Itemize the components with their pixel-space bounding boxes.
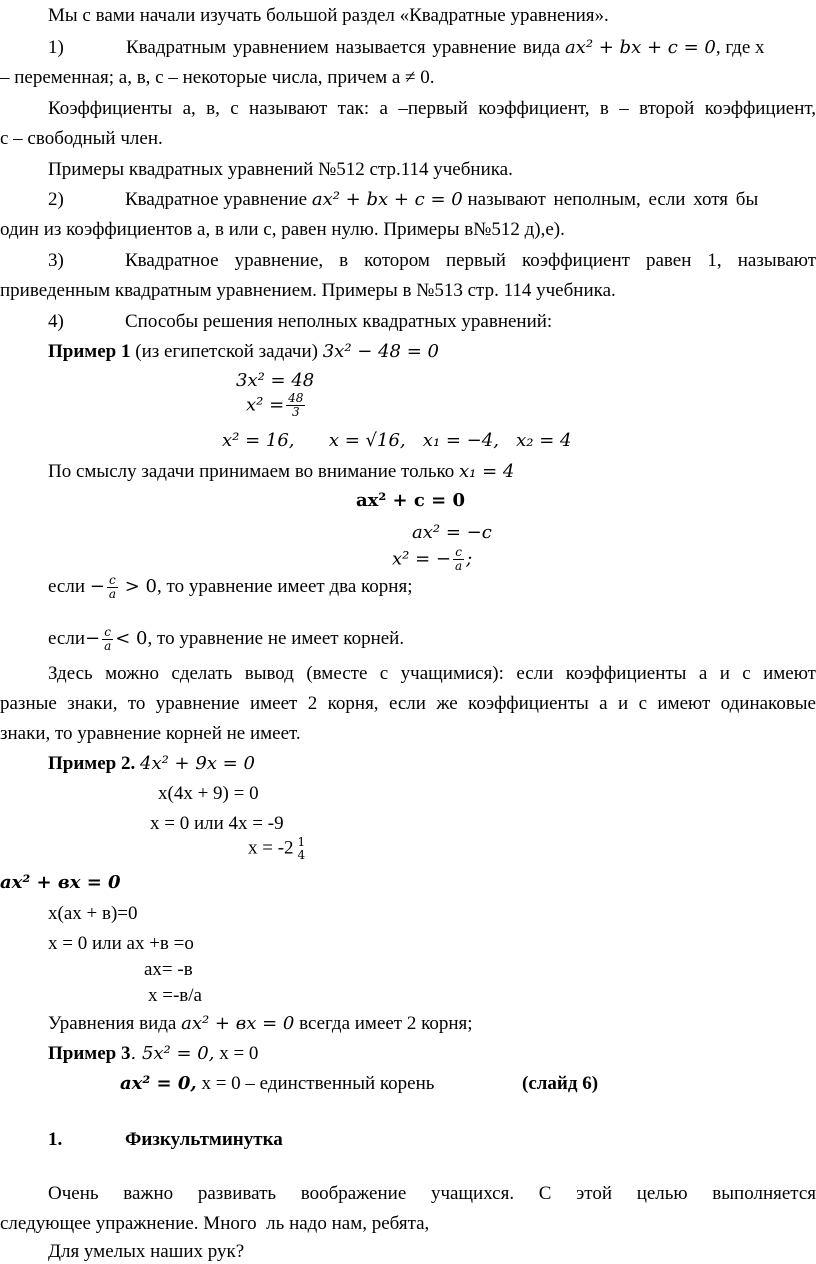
case-1-prefix: если bbox=[48, 576, 85, 598]
example-1-equation: 3x² − 48 = 0 bbox=[322, 341, 439, 362]
case-2-fraction bbox=[102, 626, 113, 653]
case-1-text: , то уравнение имеет два корня; bbox=[157, 576, 413, 598]
example-1-label: Пример 1 bbox=[48, 341, 131, 362]
item-1-equation: ax² + bx + c = 0 bbox=[564, 37, 716, 58]
example-3-equation: . 5x² = 0, bbox=[130, 1043, 215, 1064]
example-2-heading bbox=[48, 752, 255, 776]
general-c-step-2 bbox=[392, 546, 472, 573]
case-1-minus: − bbox=[89, 576, 105, 598]
item-1 bbox=[48, 36, 816, 60]
example-1-step-2-numerator: 48 bbox=[288, 391, 304, 405]
item-2-number: 2) bbox=[48, 189, 64, 210]
case-2-denominator: a bbox=[104, 639, 112, 654]
item-1-line-2: – переменная; а, в, с – некоторые числа, причем а ≠ 0. bbox=[0, 67, 435, 88]
example-3-label: Пример 3 bbox=[48, 1043, 131, 1064]
section-heading bbox=[48, 1128, 283, 1152]
case-2-prefix: если bbox=[48, 628, 85, 650]
example-1-conclusion-text: По смыслу задачи принимаем во внимание только bbox=[48, 461, 455, 482]
item-3 bbox=[48, 249, 816, 273]
case-2-numerator: c bbox=[102, 626, 113, 640]
example-2-step-3-fraction bbox=[296, 836, 308, 862]
general-c-step-2-numerator: c bbox=[453, 546, 464, 560]
example-2-step-1: х(4х + 9) = 0 bbox=[158, 783, 259, 804]
conclusion-line-2: разные знаки, то уравнение имеет 2 корня, если же коэффициенты а и с имеют одинаковые bbox=[0, 693, 816, 714]
general-b-step-2: х = 0 или ах +в =о bbox=[48, 933, 194, 954]
general-b-step-4: х =-в/а bbox=[148, 985, 202, 1006]
example-1-conclusion-equation: x₁ = 4 bbox=[459, 461, 515, 482]
item-1-number: 1) bbox=[48, 37, 64, 58]
section-title: Физкультминутка bbox=[125, 1129, 283, 1150]
example-1-step-2 bbox=[246, 392, 307, 419]
case-1-numerator: c bbox=[107, 574, 118, 588]
coefficients-line-1: Коэффициенты а, в, с называют так: а –первый коэффициент, в – второй коэффициент, bbox=[48, 98, 816, 119]
item-1-tail: , где х bbox=[715, 37, 765, 58]
intro-line: Мы с вами начали изучать большой раздел «Квадратные уравнения». bbox=[48, 5, 609, 26]
item-4-number: 4) bbox=[48, 311, 64, 332]
example-1-step-3: x² = 16, x = √16, x₁ = −4, x₂ = 4 bbox=[222, 430, 572, 451]
example-3-tail: х = 0 bbox=[219, 1043, 259, 1064]
example-3-line-2 bbox=[120, 1072, 434, 1096]
conclusion-line-1: Здесь можно сделать вывод (вместе с учащимися): если коэффициенты а и с имеют bbox=[48, 663, 816, 684]
general-c-case-1 bbox=[48, 574, 412, 601]
example-1-step-1: 3x² = 48 bbox=[236, 370, 315, 391]
exercise-line-1: Очень важно развивать воображение учащихся. С этой целью выполняется bbox=[48, 1183, 816, 1204]
item-1-text: Квадратным уравнением называется уравнение вида bbox=[126, 37, 561, 58]
case-1-denominator: a bbox=[108, 587, 116, 602]
coefficients-line-2: с – свободный член. bbox=[0, 128, 163, 149]
general-c-step-2-fraction bbox=[453, 546, 464, 573]
item-3-line-2: приведенным квадратным уравнением. Примеры в №513 стр. 114 учебника. bbox=[0, 280, 616, 301]
item-4 bbox=[48, 310, 552, 334]
example-2-step-2: х = 0 или 4х = -9 bbox=[150, 813, 284, 834]
item-2 bbox=[48, 188, 816, 212]
example-1-heading bbox=[48, 340, 439, 364]
item-2-line-2: один из коэффициентов а, в или с, равен нулю. Примеры в№512 д),е). bbox=[0, 219, 565, 240]
item-4-text: Способы решения неполных квадратных уравнений: bbox=[125, 311, 553, 332]
exercise-line-3: Для умелых наших рук? bbox=[48, 1241, 245, 1262]
general-b-summary bbox=[48, 1012, 473, 1036]
general-b-summary-prefix: Уравнения вида bbox=[48, 1013, 177, 1034]
example-3-heading bbox=[48, 1042, 258, 1066]
example-1-step-2-denominator: 3 bbox=[291, 405, 300, 420]
general-c-step-2-denominator: a bbox=[454, 559, 463, 574]
slide-reference: (слайд 6) bbox=[522, 1073, 599, 1094]
example-1-step-2-lhs: x² = bbox=[246, 394, 285, 416]
general-c-step-2-lhs: x² = − bbox=[392, 548, 451, 570]
item-3-line-1: Квадратное уравнение, в котором первый коэффициент равен 1, называют bbox=[125, 250, 816, 271]
general-b-summary-equation: ax² + вx = 0 bbox=[181, 1013, 295, 1034]
section-number: 1. bbox=[48, 1129, 63, 1150]
example-2-step-3 bbox=[248, 836, 309, 862]
conclusion-line-3: знаки, то уравнение корней не имеет. bbox=[0, 723, 301, 744]
item-3-number: 3) bbox=[48, 250, 64, 271]
example-1-step-2-fraction bbox=[286, 392, 305, 419]
general-b-title: ax² + вx = 0 bbox=[0, 872, 121, 893]
example-2-step-3-prefix: х = -2 bbox=[248, 837, 294, 859]
example-2-step-3-numerator: 1 bbox=[297, 835, 306, 849]
case-1-fraction bbox=[107, 574, 118, 601]
examples-reference: Примеры квадратных уравнений №512 стр.114 учебника. bbox=[48, 159, 513, 180]
general-c-case-2 bbox=[48, 626, 404, 653]
item-2-text-2: называют неполным, если хотя бы bbox=[467, 189, 759, 210]
general-b-step-1: х(ах + в)=0 bbox=[48, 903, 138, 924]
example-1-conclusion bbox=[48, 460, 514, 484]
exercise-line-2: следующее упражнение. Много ль надо нам, ребята, bbox=[0, 1213, 430, 1234]
general-c-step-2-tail: ; bbox=[466, 548, 473, 570]
general-c-step-1: ax² = −c bbox=[412, 522, 492, 543]
example-2-step-3-denominator: 4 bbox=[297, 848, 306, 863]
general-b-summary-suffix: всегда имеет 2 корня; bbox=[299, 1013, 473, 1034]
example-2-equation: 4x² + 9x = 0 bbox=[140, 753, 255, 774]
example-3-line-2-text: х = 0 – единственный корень bbox=[201, 1073, 435, 1094]
example-1-note: (из египетской задачи) bbox=[135, 341, 318, 362]
general-c-title: ax² + c = 0 bbox=[356, 490, 465, 511]
case-1-relation: > 0 bbox=[124, 576, 158, 598]
item-2-equation: ax² + bx + c = 0 bbox=[311, 189, 463, 210]
case-2-minus: − bbox=[85, 628, 101, 650]
case-2-text: , то уравнение не имеет корней. bbox=[147, 628, 405, 650]
example-3-line-2-equation: ax² = 0, bbox=[120, 1073, 197, 1094]
general-b-step-3: ах= -в bbox=[144, 959, 193, 980]
case-2-relation: < 0 bbox=[115, 628, 148, 650]
item-2-text-1: Квадратное уравнение bbox=[125, 189, 308, 210]
example-2-label: Пример 2. bbox=[48, 753, 136, 774]
